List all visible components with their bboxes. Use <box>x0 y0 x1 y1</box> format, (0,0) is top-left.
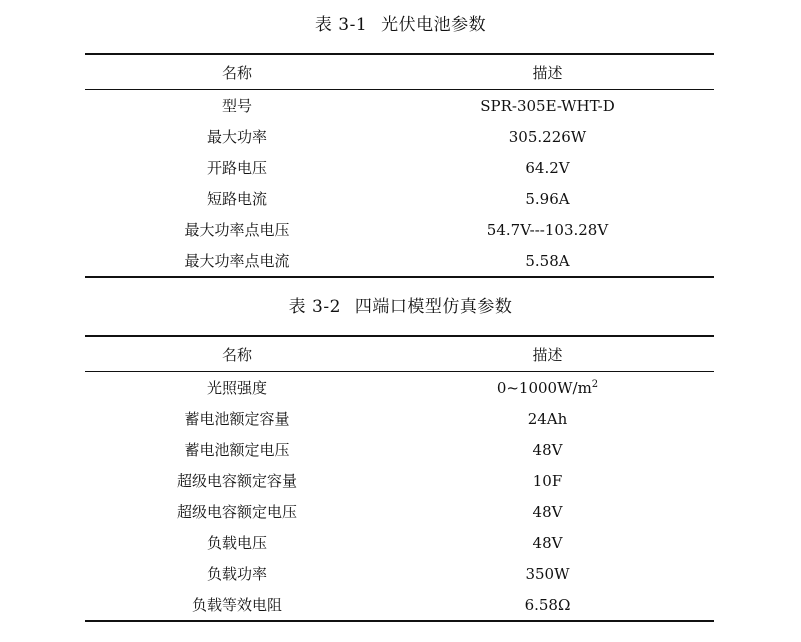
param-name: 蓄电池额定容量 <box>184 410 290 428</box>
table1-header-name: 名称 <box>221 63 252 82</box>
table-row <box>85 589 714 620</box>
table-row <box>85 496 714 527</box>
table-row <box>85 558 714 589</box>
table-row <box>85 245 714 276</box>
param-value: 24Ah <box>527 409 568 428</box>
param-value: 48V <box>532 502 563 521</box>
table-row <box>85 465 714 496</box>
table1-header-desc: 描述 <box>532 63 563 82</box>
param-name: 负载电压 <box>206 534 267 552</box>
unit-exponent: 2 <box>591 378 599 390</box>
table-row <box>85 434 714 465</box>
irradiance-value: 0~1000W/m <box>496 378 592 397</box>
param-value: 6.58Ω <box>524 595 571 614</box>
param-name: 蓄电池额定电压 <box>184 441 290 459</box>
table-row <box>85 183 714 214</box>
param-value <box>389 379 714 397</box>
param-name: 最大功率点电压 <box>184 221 290 239</box>
table2-caption <box>0 292 801 317</box>
param-name: 光照强度 <box>206 379 267 397</box>
param-name: 超级电容额定容量 <box>176 472 297 490</box>
table-row <box>85 214 714 245</box>
table2-caption-number: 表 3-2 <box>288 297 341 317</box>
table-row <box>85 90 714 121</box>
table1-header-row <box>85 55 714 90</box>
table1-caption-number: 表 3-1 <box>314 15 368 35</box>
table2-header-name: 名称 <box>221 345 252 364</box>
table-row <box>85 152 714 183</box>
param-value: 10F <box>532 471 563 490</box>
param-value: 5.58A <box>525 251 570 270</box>
param-value: 64.2V <box>525 158 570 177</box>
table-row <box>85 527 714 558</box>
table2-header-row <box>85 337 714 372</box>
param-name: 开路电压 <box>206 159 267 177</box>
param-value: 54.7V---103.28V <box>486 220 609 239</box>
table-row <box>85 121 714 152</box>
param-name: 型号 <box>221 97 252 115</box>
param-value: 350W <box>525 564 570 583</box>
param-value: SPR-305E-WHT-D <box>480 96 615 115</box>
param-value: 48V <box>532 440 563 459</box>
table1-caption-title: 光伏电池参数 <box>381 15 487 35</box>
param-name: 超级电容额定电压 <box>176 503 297 521</box>
param-name: 短路电流 <box>206 190 267 208</box>
param-name: 最大功率 <box>206 128 267 146</box>
param-value: 5.96A <box>525 189 570 208</box>
four-port-simulation-parameter-table <box>85 335 714 622</box>
pv-cell-parameter-table <box>85 53 714 278</box>
table2-header-desc: 描述 <box>532 345 563 364</box>
param-name: 负载功率 <box>206 565 267 583</box>
param-name: 最大功率点电流 <box>184 252 290 270</box>
param-name: 负载等效电阻 <box>191 596 282 614</box>
table2-caption-title: 四端口模型仿真参数 <box>354 297 513 317</box>
param-value: 48V <box>532 533 563 552</box>
table-row <box>85 403 714 434</box>
param-value: 305.226W <box>508 127 587 146</box>
table1-caption <box>0 10 801 35</box>
table-row <box>85 372 714 403</box>
